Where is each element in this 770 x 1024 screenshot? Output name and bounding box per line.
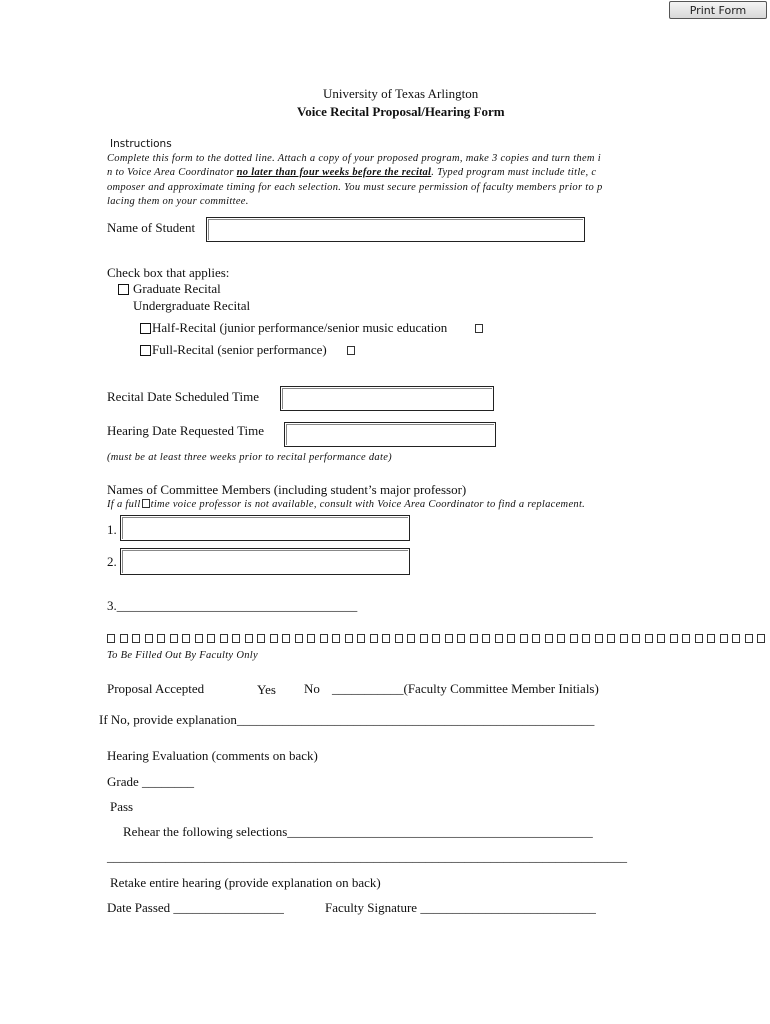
deadline-emphasis: no later than four weeks before the recital [236, 167, 432, 178]
instructions-line-1: Complete this form to the dotted line. Attach a copy of your proposed program, make 3 copies and turn them i [107, 153, 601, 164]
no-option: No [304, 681, 320, 696]
date-passed-line: Date Passed _________________ [107, 900, 284, 915]
instructions-heading: Instructions [110, 138, 172, 150]
rehear-selections-line-2: ________________________________________________________________________________ [107, 849, 627, 864]
committee-member-1-field[interactable] [120, 515, 410, 541]
instructions-line-2-end: . Typed program must include title, c [431, 167, 597, 178]
hearing-date-label: Hearing Date Requested Time [107, 423, 265, 438]
student-name-field[interactable] [206, 217, 585, 242]
undergraduate-recital-label: Undergraduate Recital [133, 298, 251, 313]
graduate-recital-checkbox[interactable] [118, 284, 129, 295]
if-no-explanation-line: If No, provide explanation_______________________________________________________ [99, 712, 595, 727]
missing-glyph-icon [142, 499, 150, 508]
committee-note [107, 499, 585, 510]
recital-date-field[interactable] [280, 386, 494, 411]
print-form-button[interactable]: Print Form [669, 1, 767, 19]
full-recital-checkbox[interactable] [140, 345, 151, 356]
faculty-signature-line: Faculty Signature ___________________________ [325, 900, 596, 915]
missing-glyph-icon [347, 346, 355, 355]
hearing-date-field[interactable] [284, 422, 496, 447]
committee-initials-line: ___________(Faculty Committee Member Initials) [332, 681, 599, 696]
form-title: Voice Recital Proposal/Hearing Form [297, 104, 505, 119]
pass-label: Pass [110, 799, 134, 814]
yes-option: Yes [257, 682, 276, 697]
committee-note-end: time voice professor is not available, consult with Voice Area Coordinator to find a replacement. [150, 499, 586, 510]
hearing-evaluation-label: Hearing Evaluation (comments on back) [107, 748, 318, 763]
missing-glyph-icon [475, 324, 483, 333]
full-recital-label: Full-Recital (senior performance) [152, 342, 327, 357]
dotted-separator-line [107, 634, 699, 644]
committee-member-1-number: 1. [107, 522, 117, 537]
committee-member-3-line: 3._____________________________________ [107, 598, 358, 613]
graduate-recital-label: Graduate Recital [133, 281, 221, 296]
faculty-only-heading: To Be Filled Out By Faculty Only [107, 650, 258, 661]
instructions-line-3: omposer and approximate timing for each selection. You must secure permission of faculty members prior to p [107, 182, 603, 193]
grade-line: Grade ________ [107, 774, 195, 789]
student-name-label: Name of Student [107, 220, 196, 235]
committee-heading: Names of Committee Members (including student’s major professor) [107, 482, 467, 497]
half-recital-label: Half-Recital (junior performance/senior music education [152, 320, 448, 335]
instructions-line-2-start: n to Voice Area Coordinator [107, 167, 237, 178]
hearing-date-note: (must be at least three weeks prior to recital performance date) [107, 452, 392, 463]
university-name: University of Texas Arlington [323, 86, 479, 101]
instructions-line-4: lacing them on your committee. [107, 196, 249, 207]
committee-member-2-number: 2. [107, 554, 117, 569]
instructions-line-2 [107, 167, 596, 178]
committee-member-2-field[interactable] [120, 548, 410, 575]
proposal-accepted-label: Proposal Accepted [107, 681, 205, 696]
check-box-heading: Check box that applies: [107, 265, 230, 280]
recital-date-label: Recital Date Scheduled Time [107, 389, 260, 404]
half-recital-checkbox[interactable] [140, 323, 151, 334]
rehear-selections-line: Rehear the following selections_______________________________________________ [123, 824, 593, 839]
retake-hearing-label: Retake entire hearing (provide explanation on back) [110, 875, 381, 890]
committee-note-start: If a full [107, 499, 141, 510]
